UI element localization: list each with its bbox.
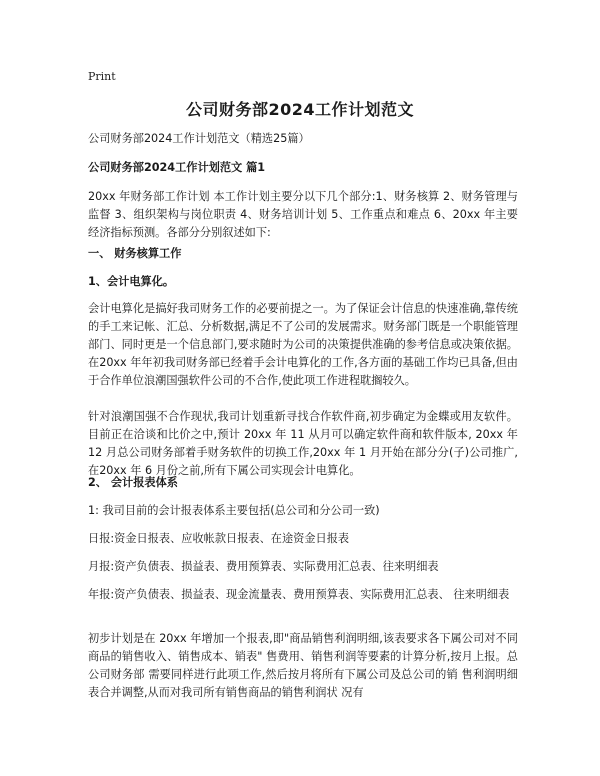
subheading-report-system: 2、 会计报表体系 [88,476,178,489]
intro-paragraph: 20xx 年财务部工作计划 本工作计划主要分以下几个部分:1、财务核算 2、财务管理与监督 3、组织架构与岗位职责 4、财务培训计划 5、工作重点和难点 6、20xx 年主要经济指标预测。各部分分别叙述如下: [88,190,518,239]
paragraph-sales-profit-report: 初步计划是在 20xx 年增加一个报表,即"商品销售利润明细,该表要求各下属公司对不同商品的销售收入、销售成本、销表" 售费用、销售利润等要素的计算分析,按月上报。总公司财务部 需要同样进行此项工作,然后按月将所有下属公司及总公司的销 售利润明细表合并调整,从而对我司所有销售商品的销售利润状 况有 [88,632,518,699]
subheading-computerization: 1、会计电算化。 [88,275,175,288]
section-heading-accounting: 一、 财务核算工作 [88,247,182,260]
document-subtitle: 公司财务部2024工作计划范文（精选25篇） [88,132,310,145]
paragraph-software-vendor: 针对浪潮国强不合作现状,我司计划重新寻找合作软件商,初步确定为金蝶或用友软件。目前正在洽谈和比价之中,预计 20xx 年 11 从月可以确定软件商和软件版本, 20xx 年 12 月总公司财务部着手财务软件的切换工作,20xx 年 1 月开始在部分分(子)公司推广,在20xx 年 6 月份之前,所有下属公司实现会计电算化。 [88,410,518,477]
article-heading: 公司财务部2024工作计划范文 篇1 [88,161,266,174]
page-title: 公司财务部2024工作计划范文 [185,100,415,119]
print-link[interactable]: Print [88,70,116,83]
list-item-daily-reports: 日报:资金日报表、应收帐款日报表、在途资金日报表 [88,532,350,545]
list-item-yearly-reports: 年报:资产负债表、损益表、现金流量表、费用预算表、实际费用汇总表、 往来明细表 [88,588,510,601]
paragraph-computerization: 会计电算化是搞好我司财务工作的必要前提之一。为了保证会计信息的快速准确,靠传统的手工来记帐、汇总、分析数据,满足不了公司的发展需求。财务部门既是一个职能管理部门、同时更是一个信息部门,要求随时为公司的决策提供准确的参考信息或决策依据。在20xx 年年初我司财务部已经着手会计电算化的工作,各方面的基础工作均已具备,但由于合作单位浪潮国强软件公司的不合作,使此项工作进程耽搁较久。 [88,302,518,387]
list-item-monthly-reports: 月报:资产负债表、损益表、费用预算表、实际费用汇总表、往来明细表 [88,560,439,573]
list-item-report-intro: 1: 我司目前的会计报表体系主要包括(总公司和分公司一致) [88,504,380,517]
